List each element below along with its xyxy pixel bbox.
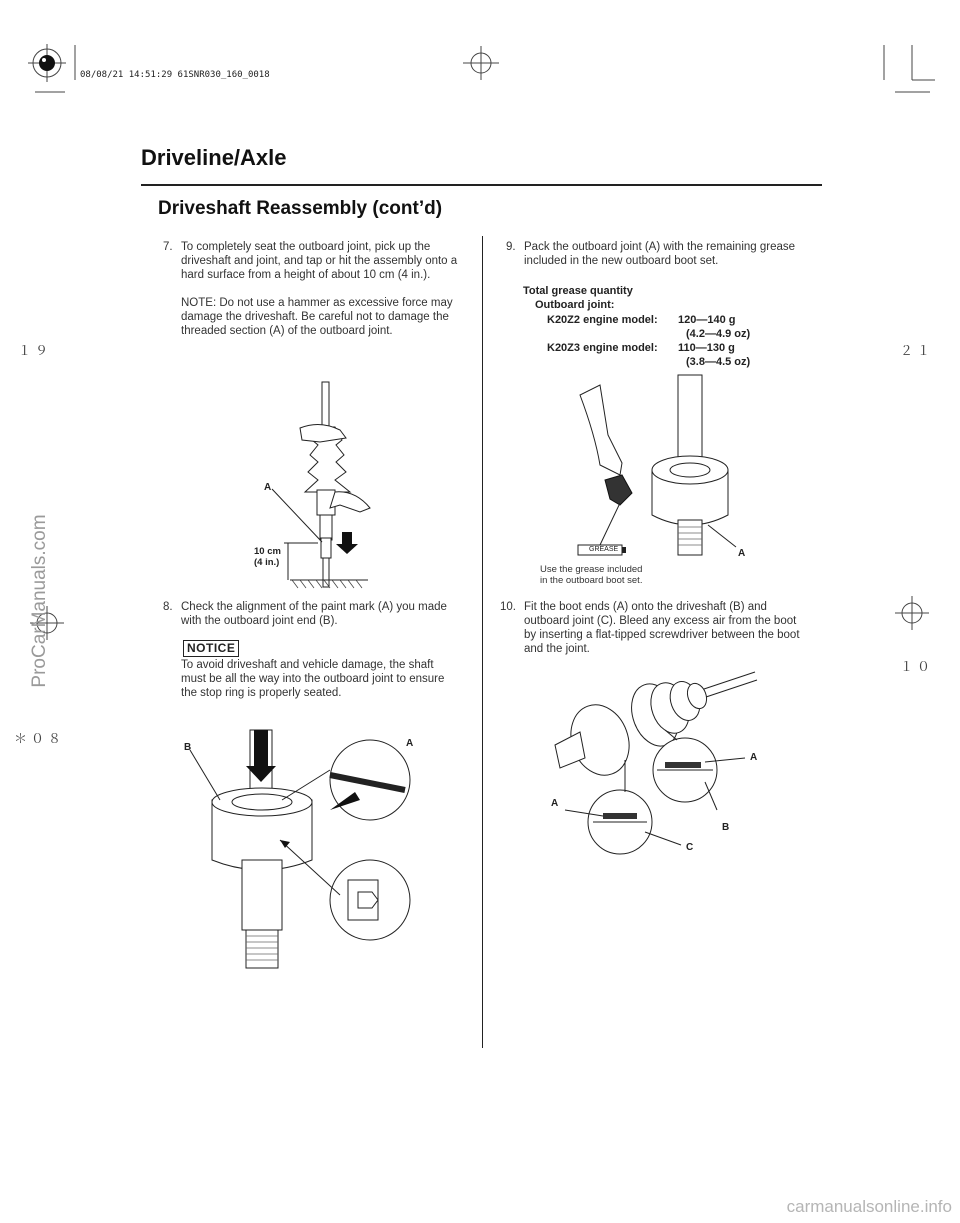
watermark-vertical: ProCarManuals.com [29,514,50,688]
figure-drop-test-height [254,546,281,568]
step-10 [500,600,810,656]
step-7-text: To completely seat the outboard joint, pick up the driveshaft and joint, and tap or hit the assembly onto a hard surface from a height of about 10 cm (4 in.). [181,241,458,281]
figure-grease-caption [540,564,642,586]
step-10-number: 10. [500,601,516,613]
header-rule [141,184,822,186]
grease-spec-heading: Total grease quantity [523,285,633,297]
grease-spec-model-2: K20Z3 engine model: [547,342,658,354]
figure-grease-caption-line2: in the outboard boot set. [540,575,643,586]
grease-spec-value-1: 120―140 g [678,314,736,326]
step-8-text: Check the alignment of the paint mark (A) you made with the outboard joint end (B). [181,601,447,627]
grease-spec-model-1: K20Z2 engine model: [547,314,658,326]
notice-text: To avoid driveshaft and vehicle damage, the shaft must be all the way into the outboard joint to ensure the stop ring is properly seated. [181,659,445,699]
step-8 [163,600,463,628]
grease-spec-alt-1: (4.2―4.9 oz) [686,328,751,340]
grease-spec-alt-2: (3.8―4.5 oz) [686,356,751,368]
margin-mark-left-top: １９ [18,343,53,358]
grease-spec-subheading: Outboard joint: [535,299,615,311]
print-stamp: 08/08/21 14:51:29 61SNR030_160_0018 [80,70,270,80]
step-9 [506,240,806,268]
step-10-text: Fit the boot ends (A) onto the driveshaft (B) and outboard joint (C). Bleed any excess air from the boot by inserting a flat-tipped screwdriver between the boot and the joint. [524,601,800,655]
step-7-number: 7. [163,241,173,253]
figure-grease-tube-text: GREASE [589,546,619,553]
figure-grease-label-a: A [738,548,746,559]
grease-spec-value-2: 110―130 g [678,342,735,354]
figure-drop-test-height-imperial: (4 in.) [254,557,280,568]
figure-boot-fit [545,670,775,860]
figure-grease [560,375,790,585]
step-7 [163,240,463,338]
figure-drop-test-label-a: A [264,482,272,493]
watermark-horizontal: carmanualsonline.info [786,1197,952,1216]
figure-boot-fit-label-a-left: A [551,798,559,809]
notice-badge: NOTICE [183,640,239,657]
section-title: Driveline/Axle [141,145,287,170]
figure-boot-fit-label-a-right: A [750,752,758,763]
figure-grease-caption-line1: Use the grease included [540,564,643,575]
figure-alignment-label-a: A [406,738,414,749]
margin-mark-left-bottom: ＊０８ [14,731,66,746]
margin-mark-right-bottom: １０ [900,659,935,674]
figure-boot-fit-label-c: C [686,842,694,853]
step-8-number: 8. [163,601,173,613]
margin-mark-right-top: ２１ [900,343,935,358]
column-divider [482,236,483,1048]
step-9-text: Pack the outboard joint (A) with the remaining grease included in the new outboard boot set. [524,241,796,267]
figure-drop-test-height-metric: 10 cm [254,546,281,557]
step-7-note: NOTE: Do not use a hammer as excessive force may damage the driveshaft. Be careful not to damage the threaded section (A) of the outboard joint. [181,297,453,337]
figure-alignment [180,730,440,980]
figure-alignment-label-b: B [184,742,192,753]
step-9-number: 9. [506,241,516,253]
figure-boot-fit-label-b: B [722,822,730,833]
subsection-title: Driveshaft Reassembly (cont’d) [158,198,443,219]
